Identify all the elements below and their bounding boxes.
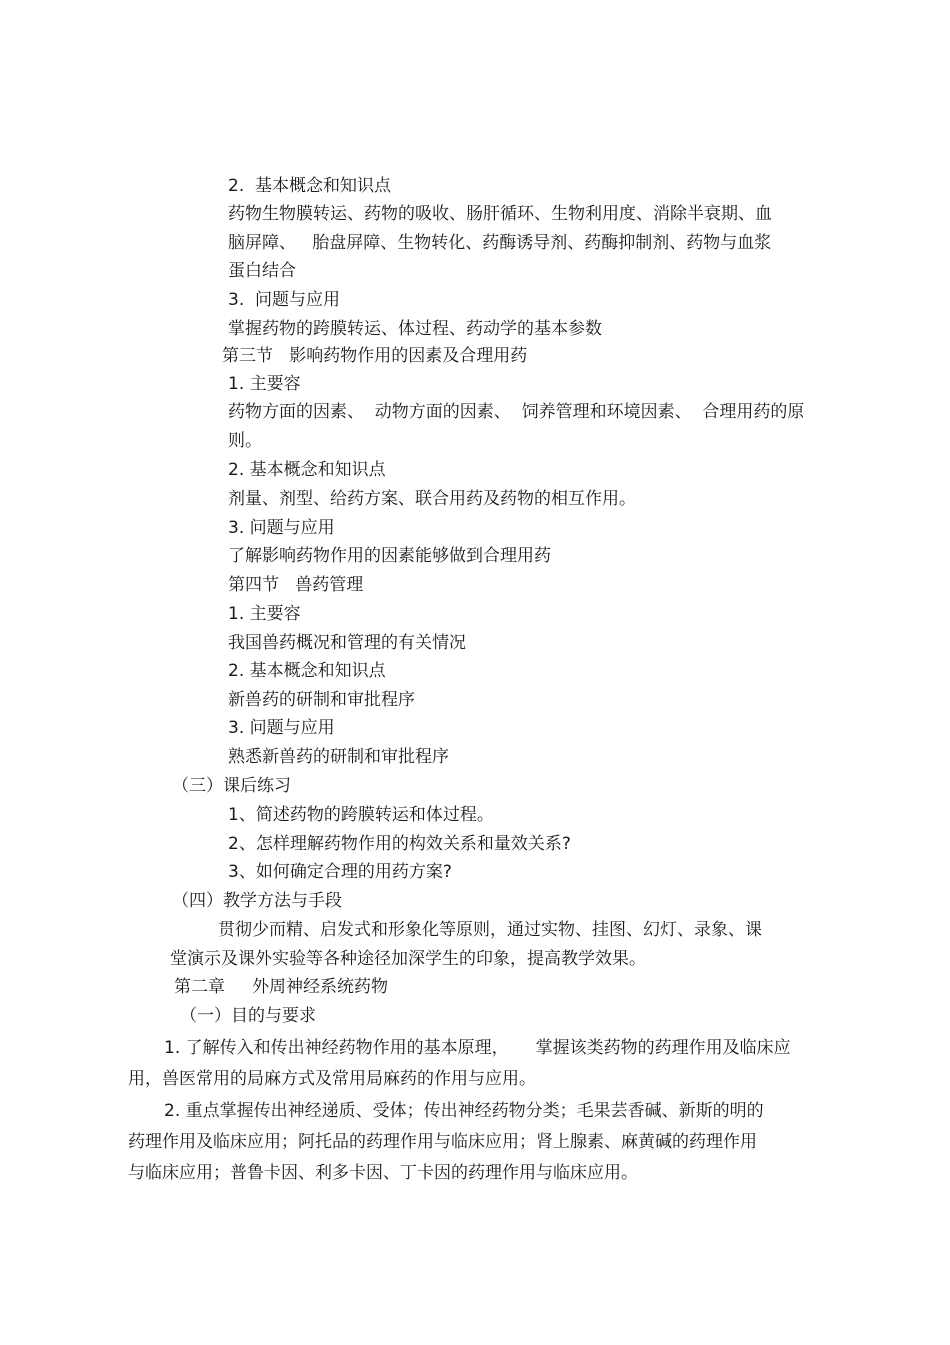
text-line: 3. 问题与应用 (228, 518, 335, 538)
text-line: 1. 了解传入和传出神经药物作用的基本原理， 掌握该类药物的药理作用及临床应 (164, 1038, 791, 1058)
text-line: 剂量、剂型、给药方案、联合用药及药物的相互作用。 (228, 489, 636, 509)
text-line: 掌握药物的跨膜转运、体过程、药动学的基本参数 (228, 319, 602, 339)
text-line: 用，兽医常用的局麻方式及常用局麻药的作用与应用。 (128, 1069, 536, 1089)
text-line: 药物方面的因素、 动物方面的因素、 饲养管理和环境因素、 合理用药的原 (228, 402, 805, 422)
text-line: 2. 基本概念和知识点 (228, 460, 386, 480)
text-line: 2. 基本概念和知识点 (228, 661, 386, 681)
text-line: 蛋白结合 (228, 261, 296, 281)
text-line: 2、怎样理解药物作用的构效关系和量效关系? (228, 834, 571, 854)
text-line: 3、如何确定合理的用药方案? (228, 862, 452, 882)
text-line: 了解影响药物作用的因素能够做到合理用药 (228, 546, 551, 566)
text-line: 1. 主要容 (228, 374, 301, 394)
text-line: 药物生物膜转运、药物的吸收、肠肝循环、生物利用度、消除半衰期、血 (228, 204, 772, 224)
text-line: 贯彻少而精、启发式和形象化等原则，通过实物、挂图、幻灯、录象、课 (218, 920, 762, 940)
text-line: 与临床应用；普鲁卡因、利多卡因、丁卡因的药理作用与临床应用。 (128, 1163, 638, 1183)
text-line: 药理作用及临床应用；阿托品的药理作用与临床应用；肾上腺素、麻黄碱的药理作用 (128, 1132, 757, 1152)
subsection-heading: （四）教学方法与手段 (172, 891, 342, 911)
text-line: 堂演示及课外实验等各种途径加深学生的印象，提高教学效果。 (170, 949, 646, 969)
section-heading: 第三节 影响药物作用的因素及合理用药 (222, 346, 528, 366)
subsection-heading: （三）课后练习 (172, 776, 291, 796)
text-line: 熟悉新兽药的研制和审批程序 (228, 747, 449, 767)
text-line: 1、简述药物的跨膜转运和体过程。 (228, 805, 494, 825)
text-line: 2. 基本概念和知识点 (228, 176, 392, 196)
text-line: 脑屏障、 胎盘屏障、生物转化、药酶诱导剂、药酶抑制剂、药物与血浆 (228, 233, 772, 253)
text-line: 新兽药的研制和审批程序 (228, 690, 415, 710)
section-heading: 第四节 兽药管理 (228, 575, 364, 595)
text-line: 3. 问题与应用 (228, 718, 335, 738)
subsection-heading: （一）目的与要求 (180, 1006, 316, 1026)
text-line: 1. 主要容 (228, 604, 301, 624)
text-line: 则。 (228, 431, 262, 451)
text-line: 我国兽药概况和管理的有关情况 (228, 633, 466, 653)
text-line: 3. 问题与应用 (228, 290, 341, 310)
text-line: 2. 重点掌握传出神经递质、受体；传出神经药物分类；毛果芸香碱、新斯的明的 (164, 1101, 764, 1121)
chapter-heading: 第二章 外周神经系统药物 (174, 977, 389, 997)
